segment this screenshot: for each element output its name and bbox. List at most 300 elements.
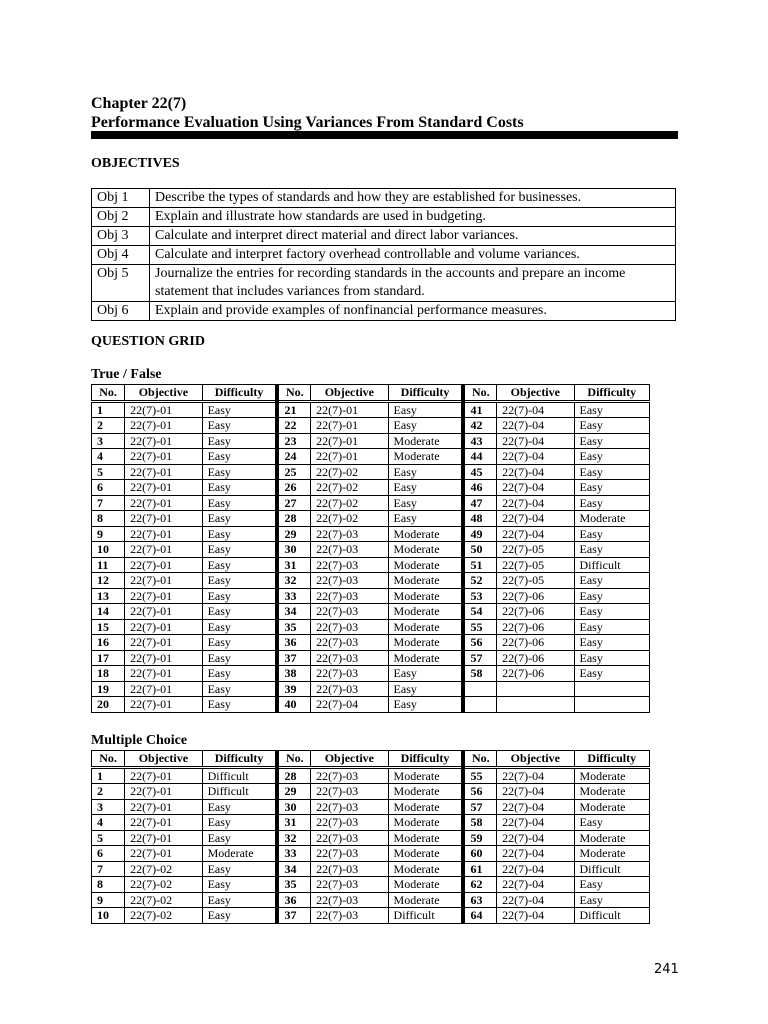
question-objective: 22(7)-04	[497, 799, 574, 815]
question-objective: 22(7)-03	[311, 908, 388, 924]
question-difficulty: Moderate	[388, 557, 463, 573]
question-number: 62	[463, 877, 496, 893]
objective-row	[92, 246, 676, 265]
question-objective: 22(7)-03	[311, 892, 388, 908]
question-number: 33	[277, 588, 310, 604]
question-number: 7	[92, 861, 125, 877]
question-number: 8	[92, 877, 125, 893]
question-difficulty: Moderate	[388, 619, 463, 635]
question-objective: 22(7)-02	[311, 511, 388, 527]
question-difficulty: Moderate	[574, 784, 649, 800]
question-difficulty: Easy	[202, 815, 277, 831]
question-difficulty: Moderate	[388, 877, 463, 893]
question-number: 24	[277, 449, 310, 465]
question-difficulty: Easy	[574, 619, 649, 635]
question-objective: 22(7)-01	[125, 635, 202, 651]
table-row	[92, 908, 650, 924]
question-objective: 22(7)-04	[497, 784, 574, 800]
table-row	[92, 846, 650, 862]
question-difficulty: Easy	[202, 495, 277, 511]
grid-header-row	[92, 385, 650, 402]
objective-row	[92, 189, 676, 208]
question-difficulty: Easy	[202, 697, 277, 713]
table-row	[92, 681, 650, 697]
objective-text: Explain and illustrate how standards are used in budgeting.	[150, 208, 676, 227]
question-objective: 22(7)-04	[497, 908, 574, 924]
question-difficulty: Easy	[202, 861, 277, 877]
question-difficulty: Easy	[202, 464, 277, 480]
question-objective	[497, 681, 574, 697]
question-objective: 22(7)-01	[125, 619, 202, 635]
table-row	[92, 830, 650, 846]
question-objective: 22(7)-01	[311, 418, 388, 434]
table-row	[92, 799, 650, 815]
question-objective: 22(7)-06	[497, 635, 574, 651]
header-difficulty: Difficulty	[202, 751, 277, 768]
true-false-heading: True / False	[91, 367, 162, 382]
question-difficulty: Easy	[388, 495, 463, 511]
question-difficulty: Easy	[388, 480, 463, 496]
objective-text: Calculate and interpret direct material and direct labor variances.	[150, 227, 676, 246]
question-difficulty: Easy	[202, 480, 277, 496]
question-difficulty: Easy	[202, 604, 277, 620]
question-number: 61	[463, 861, 496, 877]
question-number: 7	[92, 495, 125, 511]
header-no: No.	[463, 751, 496, 768]
question-difficulty: Easy	[202, 877, 277, 893]
question-number: 15	[92, 619, 125, 635]
question-difficulty: Easy	[202, 418, 277, 434]
question-objective: 22(7)-04	[497, 767, 574, 784]
question-difficulty: Moderate	[574, 830, 649, 846]
objective-text: Explain and provide examples of nonfinancial performance measures.	[150, 302, 676, 321]
question-number: 58	[463, 815, 496, 831]
header-objective: Objective	[311, 385, 388, 402]
question-objective: 22(7)-01	[125, 815, 202, 831]
objective-id: Obj 5	[92, 265, 150, 302]
question-number: 3	[92, 433, 125, 449]
question-difficulty: Easy	[202, 542, 277, 558]
question-difficulty: Moderate	[388, 573, 463, 589]
objective-row	[92, 265, 676, 302]
question-objective: 22(7)-04	[497, 846, 574, 862]
question-number: 29	[277, 526, 310, 542]
question-number: 1	[92, 767, 125, 784]
question-objective: 22(7)-04	[497, 815, 574, 831]
multiple-choice-grid	[91, 750, 650, 924]
question-difficulty: Easy	[574, 635, 649, 651]
question-difficulty: Moderate	[388, 830, 463, 846]
table-row	[92, 511, 650, 527]
question-number: 9	[92, 526, 125, 542]
question-number: 9	[92, 892, 125, 908]
header-difficulty: Difficulty	[388, 385, 463, 402]
question-difficulty: Moderate	[388, 892, 463, 908]
question-difficulty: Difficult	[202, 784, 277, 800]
question-objective: 22(7)-03	[311, 635, 388, 651]
question-objective: 22(7)-01	[311, 433, 388, 449]
header-difficulty: Difficulty	[202, 385, 277, 402]
question-number: 16	[92, 635, 125, 651]
question-objective: 22(7)-06	[497, 604, 574, 620]
question-objective: 22(7)-01	[311, 401, 388, 418]
question-number: 27	[277, 495, 310, 511]
question-objective: 22(7)-02	[311, 480, 388, 496]
question-number: 6	[92, 846, 125, 862]
table-row	[92, 495, 650, 511]
question-number: 63	[463, 892, 496, 908]
question-difficulty: Moderate	[388, 846, 463, 862]
question-difficulty: Difficult	[202, 767, 277, 784]
question-objective: 22(7)-03	[311, 573, 388, 589]
header-objective: Objective	[497, 751, 574, 768]
chapter-title: Performance Evaluation Using Variances From Standard Costs	[91, 114, 524, 131]
question-objective: 22(7)-01	[125, 573, 202, 589]
table-row	[92, 542, 650, 558]
question-difficulty: Easy	[202, 635, 277, 651]
question-number: 30	[277, 799, 310, 815]
objectives-heading: OBJECTIVES	[91, 156, 180, 171]
question-number: 1	[92, 401, 125, 418]
question-number: 10	[92, 908, 125, 924]
question-objective: 22(7)-03	[311, 861, 388, 877]
objective-id: Obj 6	[92, 302, 150, 321]
question-objective: 22(7)-04	[497, 449, 574, 465]
question-objective: 22(7)-01	[125, 784, 202, 800]
question-difficulty: Moderate	[388, 526, 463, 542]
question-objective: 22(7)-03	[311, 619, 388, 635]
question-objective: 22(7)-03	[311, 877, 388, 893]
question-difficulty: Easy	[202, 526, 277, 542]
table-row	[92, 861, 650, 877]
question-difficulty: Easy	[202, 619, 277, 635]
question-difficulty: Easy	[574, 877, 649, 893]
question-number: 4	[92, 449, 125, 465]
question-grid-heading: QUESTION GRID	[91, 334, 205, 349]
question-objective: 22(7)-01	[125, 464, 202, 480]
question-objective: 22(7)-03	[311, 650, 388, 666]
objective-row	[92, 208, 676, 227]
header-objective: Objective	[125, 751, 202, 768]
chapter-number: Chapter 22(7)	[91, 95, 187, 112]
question-objective: 22(7)-01	[125, 650, 202, 666]
question-number: 50	[463, 542, 496, 558]
question-objective: 22(7)-03	[311, 666, 388, 682]
question-difficulty: Easy	[202, 557, 277, 573]
question-number: 21	[277, 401, 310, 418]
question-number: 2	[92, 784, 125, 800]
question-objective: 22(7)-01	[125, 418, 202, 434]
question-objective: 22(7)-04	[497, 511, 574, 527]
page-number: 241	[654, 962, 679, 977]
question-difficulty: Moderate	[388, 799, 463, 815]
question-number: 25	[277, 464, 310, 480]
true-false-grid	[91, 384, 650, 713]
question-number: 59	[463, 830, 496, 846]
question-difficulty: Difficult	[388, 908, 463, 924]
question-number: 23	[277, 433, 310, 449]
question-difficulty: Easy	[574, 650, 649, 666]
question-number: 57	[463, 799, 496, 815]
question-objective: 22(7)-06	[497, 666, 574, 682]
question-number: 53	[463, 588, 496, 604]
question-number: 34	[277, 861, 310, 877]
question-number: 56	[463, 784, 496, 800]
question-objective: 22(7)-01	[125, 588, 202, 604]
question-difficulty: Moderate	[574, 799, 649, 815]
question-objective: 22(7)-03	[311, 588, 388, 604]
table-row	[92, 892, 650, 908]
question-number: 34	[277, 604, 310, 620]
question-difficulty: Easy	[388, 697, 463, 713]
question-difficulty: Easy	[388, 464, 463, 480]
question-number: 11	[92, 557, 125, 573]
question-number: 39	[277, 681, 310, 697]
header-no: No.	[277, 751, 310, 768]
header-no: No.	[92, 385, 125, 402]
question-difficulty: Easy	[574, 480, 649, 496]
question-objective: 22(7)-01	[125, 449, 202, 465]
question-difficulty: Easy	[574, 573, 649, 589]
question-number: 19	[92, 681, 125, 697]
question-number: 45	[463, 464, 496, 480]
question-number: 44	[463, 449, 496, 465]
objective-row	[92, 227, 676, 246]
question-difficulty: Easy	[202, 799, 277, 815]
question-objective: 22(7)-01	[125, 526, 202, 542]
question-number: 22	[277, 418, 310, 434]
question-objective: 22(7)-04	[497, 892, 574, 908]
question-objective: 22(7)-01	[125, 480, 202, 496]
question-number: 41	[463, 401, 496, 418]
question-difficulty: Easy	[574, 892, 649, 908]
question-objective: 22(7)-01	[125, 767, 202, 784]
question-difficulty: Easy	[202, 449, 277, 465]
question-number: 14	[92, 604, 125, 620]
question-objective: 22(7)-01	[125, 542, 202, 558]
question-difficulty: Easy	[388, 666, 463, 682]
question-objective: 22(7)-02	[125, 892, 202, 908]
question-objective: 22(7)-04	[497, 433, 574, 449]
question-difficulty: Difficult	[574, 861, 649, 877]
table-row	[92, 767, 650, 784]
question-number: 35	[277, 619, 310, 635]
question-number: 64	[463, 908, 496, 924]
question-number: 57	[463, 650, 496, 666]
question-number: 5	[92, 830, 125, 846]
question-difficulty: Easy	[574, 526, 649, 542]
question-objective: 22(7)-04	[497, 401, 574, 418]
table-row	[92, 588, 650, 604]
question-difficulty: Easy	[574, 418, 649, 434]
question-difficulty: Difficult	[574, 908, 649, 924]
question-number: 20	[92, 697, 125, 713]
question-objective: 22(7)-01	[125, 495, 202, 511]
table-row	[92, 418, 650, 434]
question-objective: 22(7)-01	[125, 401, 202, 418]
question-number: 5	[92, 464, 125, 480]
question-objective: 22(7)-03	[311, 604, 388, 620]
question-difficulty: Easy	[388, 401, 463, 418]
objective-text: Describe the types of standards and how they are established for businesses.	[150, 189, 676, 208]
question-difficulty: Easy	[202, 666, 277, 682]
header-objective: Objective	[311, 751, 388, 768]
objective-text: Journalize the entries for recording standards in the accounts and prepare an income statement that includes variances from standard.	[150, 265, 676, 302]
table-row	[92, 604, 650, 620]
question-number: 18	[92, 666, 125, 682]
question-number: 10	[92, 542, 125, 558]
question-objective: 22(7)-01	[125, 681, 202, 697]
question-objective: 22(7)-02	[125, 908, 202, 924]
question-number: 47	[463, 495, 496, 511]
question-number: 56	[463, 635, 496, 651]
question-objective: 22(7)-01	[125, 433, 202, 449]
question-number: 36	[277, 635, 310, 651]
question-number: 38	[277, 666, 310, 682]
table-row	[92, 464, 650, 480]
question-objective: 22(7)-04	[497, 877, 574, 893]
question-difficulty: Easy	[202, 573, 277, 589]
question-number: 37	[277, 908, 310, 924]
question-objective: 22(7)-03	[311, 681, 388, 697]
question-difficulty: Moderate	[388, 815, 463, 831]
question-difficulty: Easy	[574, 542, 649, 558]
question-objective: 22(7)-01	[125, 604, 202, 620]
question-number: 40	[277, 697, 310, 713]
question-difficulty: Moderate	[388, 767, 463, 784]
question-number: 43	[463, 433, 496, 449]
question-number: 32	[277, 830, 310, 846]
table-row	[92, 573, 650, 589]
multiple-choice-heading: Multiple Choice	[91, 733, 188, 748]
question-objective: 22(7)-05	[497, 557, 574, 573]
question-number: 55	[463, 767, 496, 784]
table-row	[92, 526, 650, 542]
question-number: 31	[277, 815, 310, 831]
question-objective: 22(7)-02	[125, 877, 202, 893]
header-difficulty: Difficulty	[574, 385, 649, 402]
question-difficulty	[574, 697, 649, 713]
header-rule	[91, 131, 678, 139]
table-row	[92, 557, 650, 573]
question-number: 37	[277, 650, 310, 666]
question-number: 36	[277, 892, 310, 908]
question-difficulty: Moderate	[388, 861, 463, 877]
question-difficulty: Easy	[574, 433, 649, 449]
table-row	[92, 815, 650, 831]
question-number	[463, 697, 496, 713]
question-number: 46	[463, 480, 496, 496]
question-number: 6	[92, 480, 125, 496]
question-difficulty: Easy	[574, 604, 649, 620]
question-number: 54	[463, 604, 496, 620]
table-row	[92, 449, 650, 465]
question-number: 33	[277, 846, 310, 862]
question-number: 55	[463, 619, 496, 635]
question-objective: 22(7)-04	[497, 480, 574, 496]
table-row	[92, 697, 650, 713]
header-difficulty: Difficulty	[388, 751, 463, 768]
question-difficulty: Easy	[202, 830, 277, 846]
question-difficulty: Difficult	[574, 557, 649, 573]
table-row	[92, 877, 650, 893]
question-objective: 22(7)-03	[311, 526, 388, 542]
question-difficulty: Moderate	[388, 604, 463, 620]
question-number: 12	[92, 573, 125, 589]
question-number: 2	[92, 418, 125, 434]
question-number: 4	[92, 815, 125, 831]
question-difficulty: Easy	[574, 588, 649, 604]
question-difficulty	[574, 681, 649, 697]
question-difficulty: Moderate	[388, 650, 463, 666]
header-objective: Objective	[125, 385, 202, 402]
question-number: 29	[277, 784, 310, 800]
table-row	[92, 401, 650, 418]
question-difficulty: Easy	[574, 495, 649, 511]
question-objective: 22(7)-01	[125, 830, 202, 846]
question-objective: 22(7)-03	[311, 830, 388, 846]
question-difficulty: Easy	[574, 401, 649, 418]
objective-id: Obj 4	[92, 246, 150, 265]
question-difficulty: Easy	[202, 401, 277, 418]
question-number: 13	[92, 588, 125, 604]
question-difficulty: Moderate	[388, 635, 463, 651]
question-number: 26	[277, 480, 310, 496]
question-objective: 22(7)-04	[497, 464, 574, 480]
question-objective: 22(7)-03	[311, 799, 388, 815]
table-row	[92, 433, 650, 449]
header-no: No.	[277, 385, 310, 402]
question-difficulty: Easy	[388, 681, 463, 697]
question-objective: 22(7)-02	[311, 495, 388, 511]
question-objective: 22(7)-01	[125, 799, 202, 815]
question-difficulty: Easy	[202, 433, 277, 449]
question-difficulty: Easy	[574, 815, 649, 831]
question-difficulty: Easy	[202, 511, 277, 527]
chapter-header	[91, 94, 524, 132]
question-number: 48	[463, 511, 496, 527]
question-difficulty: Easy	[202, 588, 277, 604]
objective-id: Obj 3	[92, 227, 150, 246]
table-row	[92, 619, 650, 635]
question-objective: 22(7)-03	[311, 767, 388, 784]
question-difficulty: Moderate	[574, 846, 649, 862]
table-row	[92, 784, 650, 800]
question-difficulty: Easy	[574, 666, 649, 682]
question-objective: 22(7)-04	[311, 697, 388, 713]
question-number: 30	[277, 542, 310, 558]
question-number: 35	[277, 877, 310, 893]
header-no: No.	[463, 385, 496, 402]
question-objective	[497, 697, 574, 713]
question-number: 28	[277, 511, 310, 527]
question-number: 52	[463, 573, 496, 589]
question-objective: 22(7)-01	[311, 449, 388, 465]
question-objective: 22(7)-04	[497, 418, 574, 434]
question-objective: 22(7)-03	[311, 846, 388, 862]
question-difficulty: Moderate	[388, 784, 463, 800]
question-objective: 22(7)-06	[497, 619, 574, 635]
question-objective: 22(7)-02	[125, 861, 202, 877]
table-row	[92, 480, 650, 496]
question-number: 51	[463, 557, 496, 573]
question-difficulty: Moderate	[574, 767, 649, 784]
question-number: 17	[92, 650, 125, 666]
question-difficulty: Moderate	[388, 433, 463, 449]
question-difficulty: Easy	[202, 892, 277, 908]
question-difficulty: Moderate	[574, 511, 649, 527]
question-objective: 22(7)-04	[497, 526, 574, 542]
